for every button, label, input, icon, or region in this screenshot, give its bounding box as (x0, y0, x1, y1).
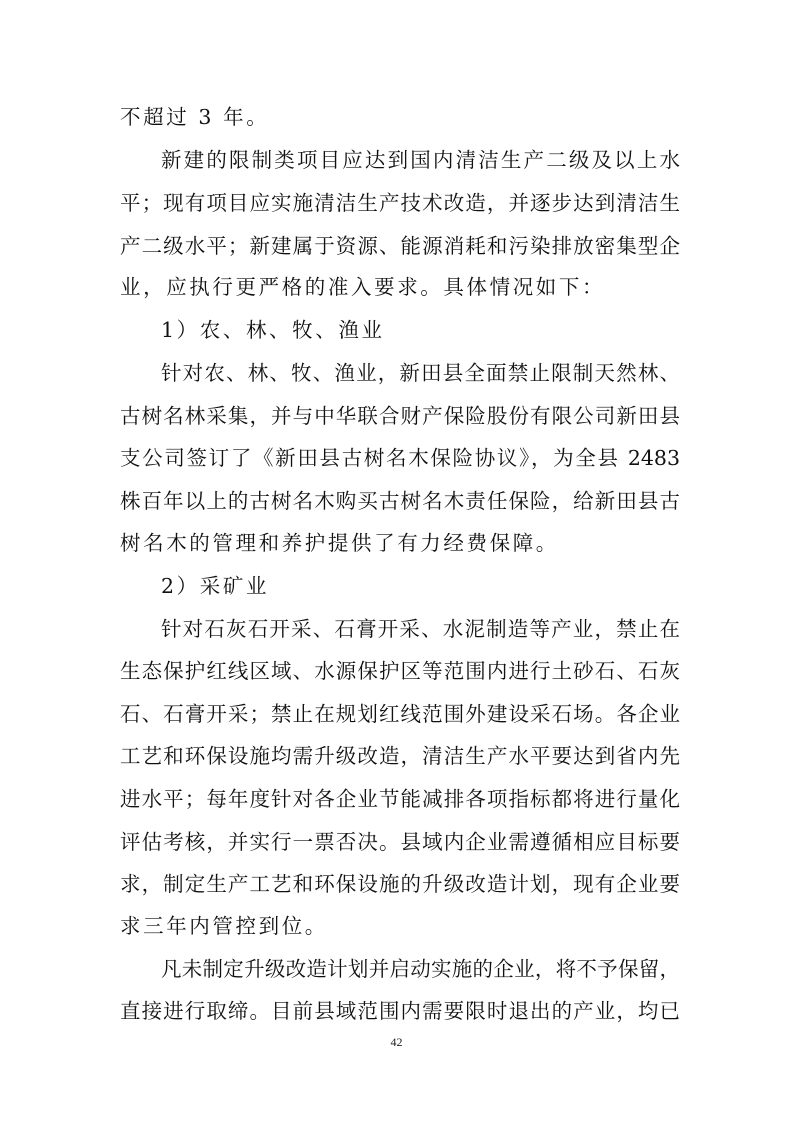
paragraph-line: 凡未制定升级改造计划并启动实施的企业，将不予保留， (161, 957, 680, 981)
paragraph-line: 树名木的管理和养护提供了有力经费保障。 (120, 531, 559, 555)
section-heading: 2）采矿业 (161, 574, 270, 598)
paragraph-line: 工艺和环保设施均需升级改造，清洁生产水平要达到省内先 (120, 744, 680, 768)
paragraph-line: 产二级水平；新建属于资源、能源消耗和污染排放密集型企 (120, 234, 680, 258)
paragraph-line: 生态保护红线区域、水源保护区等范围内进行土砂石、石灰 (120, 659, 680, 683)
paragraph-line: 支公司签订了《新田县古树名木保险协议》，为全县 2483 (120, 446, 680, 470)
page-number: 42 (390, 1035, 403, 1049)
paragraph-line: 株百年以上的古树名木购买古树名木责任保险，给新田县古 (120, 489, 680, 513)
paragraph-line: 业，应执行更严格的准入要求。具体情况如下： (120, 275, 606, 299)
paragraph-line: 求，制定生产工艺和环保设施的升级改造计划，现有企业要 (120, 872, 680, 896)
paragraph-line: 平；现有项目应实施清洁生产技术改造，并逐步达到清洁生 (120, 191, 680, 215)
paragraph-line: 针对农、林、牧、渔业，新田县全面禁止限制天然林、 (161, 361, 680, 385)
paragraph-line: 不超过 3 年。 (120, 105, 270, 129)
paragraph-line: 直接进行取缔。目前县域范围内需要限时退出的产业，均已 (120, 999, 680, 1023)
paragraph-line: 针对石灰石开采、石膏开采、水泥制造等产业，禁止在 (161, 617, 680, 641)
paragraph-line: 石、石膏开采；禁止在规划红线范围外建设采石场。各企业 (120, 702, 680, 726)
paragraph-line: 进水平；每年度针对各企业节能减排各项指标都将进行量化 (120, 787, 680, 811)
section-heading: 1）农、林、牧、渔业 (161, 318, 385, 342)
paragraph-line: 求三年内管控到位。 (120, 914, 328, 938)
paragraph-line: 古树名林采集，并与中华联合财产保险股份有限公司新田县 (120, 404, 680, 428)
paragraph-line: 评估考核，并实行一票否决。县域内企业需遵循相应目标要 (120, 830, 680, 854)
paragraph-line: 新建的限制类项目应达到国内清洁生产二级及以上水 (161, 148, 680, 172)
